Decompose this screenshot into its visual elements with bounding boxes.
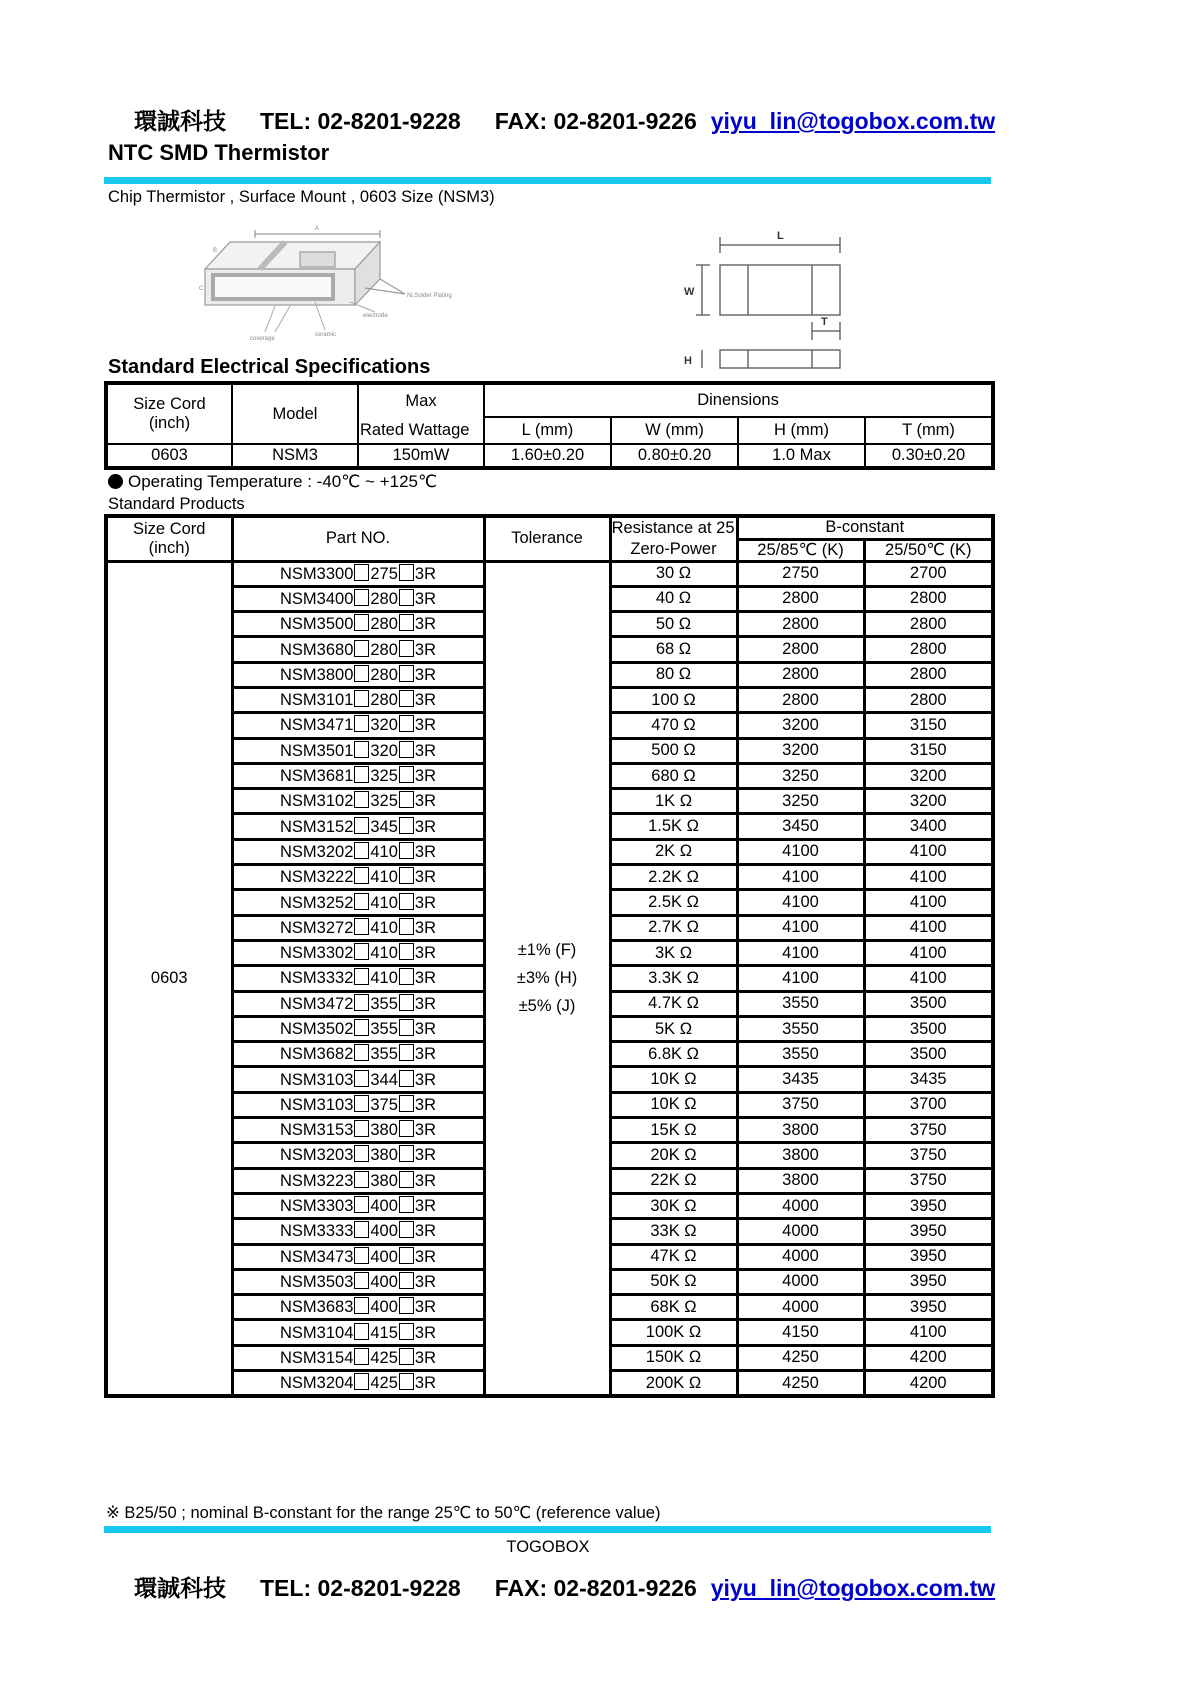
placeholder-box-icon <box>354 1019 369 1036</box>
placeholder-box-icon <box>399 994 414 1011</box>
spec-header-t: T (mm) <box>865 417 993 444</box>
resistance-cell: 2.2K Ω <box>610 865 737 890</box>
chip-outline-diagram <box>680 225 850 375</box>
b-constant-85-cell: 4000 <box>737 1269 864 1294</box>
placeholder-box-icon <box>399 1247 414 1264</box>
part-number-cell: NSM3303 400 3R <box>232 1193 484 1218</box>
placeholder-box-icon <box>399 1323 414 1340</box>
b-constant-85-cell: 2800 <box>737 662 864 687</box>
resistance-cell: 1.5K Ω <box>610 814 737 839</box>
products-heading: Standard Products <box>108 495 245 513</box>
placeholder-box-icon <box>354 665 369 682</box>
tolerance-option: ±5% (J) <box>518 997 576 1016</box>
placeholder-box-icon <box>399 1120 414 1137</box>
footer-fax-number: FAX: 02-8201-9226 <box>494 1575 697 1601</box>
part-number-cell: NSM3472 355 3R <box>232 991 484 1016</box>
part-number-cell: NSM3102 325 3R <box>232 789 484 814</box>
size-cell: 0603 <box>106 561 232 1396</box>
label-c: C <box>199 286 204 292</box>
resistance-cell: 33K Ω <box>610 1219 737 1244</box>
placeholder-box-icon <box>354 1348 369 1365</box>
placeholder-box-icon <box>354 589 369 606</box>
b-constant-50-cell: 3950 <box>864 1193 993 1218</box>
resistance-cell: 80 Ω <box>610 662 737 687</box>
b-constant-85-cell: 3450 <box>737 814 864 839</box>
resistance-cell: 30K Ω <box>610 1193 737 1218</box>
spec-w: 0.80±0.20 <box>611 444 738 468</box>
header-contact <box>134 103 995 136</box>
b-constant-85-cell: 3800 <box>737 1168 864 1193</box>
label-ni-solder: Ni,Solder Plating <box>407 293 452 299</box>
b-constant-85-cell: 3550 <box>737 991 864 1016</box>
spec-table <box>104 381 995 470</box>
part-number-cell: NSM3101 280 3R <box>232 687 484 712</box>
b-constant-50-cell: 2800 <box>864 662 993 687</box>
resistance-cell: 2.7K Ω <box>610 915 737 940</box>
table-row <box>106 561 993 586</box>
b-constant-50-cell: 2700 <box>864 561 993 586</box>
placeholder-box-icon <box>399 1221 414 1238</box>
placeholder-box-icon <box>354 1145 369 1162</box>
b-constant-50-cell: 4100 <box>864 890 993 915</box>
b-constant-50-cell: 3950 <box>864 1219 993 1244</box>
b-constant-85-cell: 4000 <box>737 1193 864 1218</box>
placeholder-box-icon <box>399 1297 414 1314</box>
b-constant-85-cell: 3200 <box>737 738 864 763</box>
placeholder-box-icon <box>354 1070 369 1087</box>
placeholder-box-icon <box>399 893 414 910</box>
placeholder-box-icon <box>354 564 369 581</box>
prod-header-zero-power: Zero-Power <box>610 539 737 561</box>
label-a: A <box>315 226 320 232</box>
part-number-cell: NSM3503 400 3R <box>232 1269 484 1294</box>
spec-h: 1.0 Max <box>738 444 865 468</box>
b-constant-85-cell: 2800 <box>737 612 864 637</box>
part-number-cell: NSM3153 380 3R <box>232 1118 484 1143</box>
resistance-cell: 6.8K Ω <box>610 1042 737 1067</box>
operating-temperature: Operating Temperature : -40℃ ~ +125℃ <box>108 472 437 492</box>
part-number-cell: NSM3501 320 3R <box>232 738 484 763</box>
part-number-cell: NSM3681 325 3R <box>232 763 484 788</box>
spec-model: NSM3 <box>232 444 358 468</box>
resistance-cell: 100K Ω <box>610 1320 737 1345</box>
spec-header-size: Size Cord (inch) <box>106 383 232 444</box>
placeholder-box-icon <box>354 1247 369 1264</box>
b-constant-85-cell: 3250 <box>737 789 864 814</box>
phone-number: TEL: 02-8201-9228 <box>260 108 461 134</box>
part-number-cell: NSM3104 415 3R <box>232 1320 484 1345</box>
b-constant-50-cell: 3500 <box>864 1016 993 1041</box>
b-constant-85-cell: 3200 <box>737 713 864 738</box>
b-constant-50-cell: 4200 <box>864 1345 993 1370</box>
chip-perspective-diagram <box>199 222 495 347</box>
placeholder-box-icon <box>399 1070 414 1087</box>
placeholder-box-icon <box>399 1196 414 1213</box>
b-constant-85-cell: 4100 <box>737 940 864 965</box>
part-number-cell: NSM3103 375 3R <box>232 1092 484 1117</box>
part-number-cell: NSM3682 355 3R <box>232 1042 484 1067</box>
b-constant-50-cell: 4100 <box>864 940 993 965</box>
tolerance-cell <box>484 561 610 1396</box>
resistance-cell: 20K Ω <box>610 1143 737 1168</box>
placeholder-box-icon <box>399 589 414 606</box>
resistance-cell: 50K Ω <box>610 1269 737 1294</box>
placeholder-box-icon <box>354 640 369 657</box>
b-constant-85-cell: 4100 <box>737 966 864 991</box>
resistance-cell: 2.5K Ω <box>610 890 737 915</box>
b-constant-50-cell: 2800 <box>864 612 993 637</box>
b-constant-50-cell: 4100 <box>864 865 993 890</box>
placeholder-box-icon <box>354 741 369 758</box>
placeholder-box-icon <box>399 842 414 859</box>
spec-heading: Standard Electrical Specifications <box>108 356 431 378</box>
bullet-icon <box>108 474 123 489</box>
prod-header-part: Part NO. <box>232 516 484 561</box>
part-number-cell: NSM3300 275 3R <box>232 561 484 586</box>
b-constant-50-cell: 3750 <box>864 1118 993 1143</box>
email-link[interactable]: yiyu_lin@togobox.com.tw <box>710 108 996 134</box>
placeholder-box-icon <box>399 766 414 783</box>
b-constant-50-cell: 4100 <box>864 839 993 864</box>
placeholder-box-icon <box>399 1044 414 1061</box>
b-constant-85-cell: 4100 <box>737 865 864 890</box>
resistance-cell: 4.7K Ω <box>610 991 737 1016</box>
footnote: ※ B25/50 ; nominal B-constant for the range 25℃ to 50℃ (reference value) <box>106 1504 661 1522</box>
part-number-cell: NSM3473 400 3R <box>232 1244 484 1269</box>
b-constant-85-cell: 3550 <box>737 1016 864 1041</box>
b-constant-85-cell: 4150 <box>737 1320 864 1345</box>
b-constant-50-cell: 2800 <box>864 637 993 662</box>
placeholder-box-icon <box>399 943 414 960</box>
placeholder-box-icon <box>399 1095 414 1112</box>
placeholder-box-icon <box>399 741 414 758</box>
resistance-cell: 10K Ω <box>610 1067 737 1092</box>
placeholder-box-icon <box>354 994 369 1011</box>
placeholder-box-icon <box>354 943 369 960</box>
placeholder-box-icon <box>399 690 414 707</box>
part-number-cell: NSM3500 280 3R <box>232 612 484 637</box>
b-constant-85-cell: 2750 <box>737 561 864 586</box>
b-constant-85-cell: 4250 <box>737 1345 864 1370</box>
resistance-cell: 10K Ω <box>610 1092 737 1117</box>
label-t: T <box>821 316 828 328</box>
part-number-cell: NSM3400 280 3R <box>232 586 484 611</box>
resistance-cell: 150K Ω <box>610 1345 737 1370</box>
placeholder-box-icon <box>399 614 414 631</box>
b-constant-50-cell: 3150 <box>864 713 993 738</box>
b-constant-85-cell: 3800 <box>737 1118 864 1143</box>
b-constant-85-cell: 3750 <box>737 1092 864 1117</box>
placeholder-box-icon <box>399 564 414 581</box>
spec-header-dimensions: Dinensions <box>484 383 993 417</box>
part-number-cell: NSM3203 380 3R <box>232 1143 484 1168</box>
placeholder-box-icon <box>354 1323 369 1340</box>
b-constant-50-cell: 2800 <box>864 687 993 712</box>
part-number-cell: NSM3152 345 3R <box>232 814 484 839</box>
b-constant-85-cell: 2800 <box>737 687 864 712</box>
b-constant-50-cell: 4100 <box>864 915 993 940</box>
resistance-cell: 22K Ω <box>610 1168 737 1193</box>
part-number-cell: NSM3204 425 3R <box>232 1371 484 1397</box>
placeholder-box-icon <box>399 1272 414 1289</box>
header-divider <box>104 177 991 184</box>
placeholder-box-icon <box>399 1145 414 1162</box>
footer-phone-number: TEL: 02-8201-9228 <box>260 1575 461 1601</box>
b-constant-85-cell: 4000 <box>737 1244 864 1269</box>
placeholder-box-icon <box>354 1095 369 1112</box>
placeholder-box-icon <box>399 1019 414 1036</box>
products-table <box>104 514 995 1398</box>
b-constant-50-cell: 3950 <box>864 1295 993 1320</box>
prod-header-resistance: Resistance at 25 <box>610 516 737 539</box>
placeholder-box-icon <box>354 918 369 935</box>
prod-header-tolerance: Tolerance <box>484 516 610 561</box>
spec-l: 1.60±0.20 <box>484 444 611 468</box>
spec-size: 0603 <box>106 444 232 468</box>
placeholder-box-icon <box>354 867 369 884</box>
placeholder-box-icon <box>354 1373 369 1390</box>
placeholder-box-icon <box>354 1297 369 1314</box>
tolerance-option: ±3% (H) <box>516 969 578 988</box>
placeholder-box-icon <box>399 968 414 985</box>
part-number-cell: NSM3222 410 3R <box>232 865 484 890</box>
page-title: NTC SMD Thermistor <box>108 140 330 165</box>
resistance-cell: 2K Ω <box>610 839 737 864</box>
resistance-cell: 68K Ω <box>610 1295 737 1320</box>
b-constant-50-cell: 3400 <box>864 814 993 839</box>
resistance-cell: 5K Ω <box>610 1016 737 1041</box>
label-b: B <box>213 248 218 254</box>
b-constant-50-cell: 3200 <box>864 763 993 788</box>
resistance-cell: 200K Ω <box>610 1371 737 1397</box>
b-constant-50-cell: 3500 <box>864 1042 993 1067</box>
b-constant-50-cell: 3950 <box>864 1269 993 1294</box>
placeholder-box-icon <box>354 791 369 808</box>
b-constant-85-cell: 4100 <box>737 890 864 915</box>
b-constant-50-cell: 3750 <box>864 1168 993 1193</box>
footer-brand: TOGOBOX <box>506 1538 590 1556</box>
resistance-cell: 50 Ω <box>610 612 737 637</box>
b-constant-50-cell: 4200 <box>864 1371 993 1397</box>
resistance-cell: 470 Ω <box>610 713 737 738</box>
prod-header-bconstant: B-constant <box>737 516 993 539</box>
spec-header-h: H (mm) <box>738 417 865 444</box>
spec-header-w: W (mm) <box>611 417 738 444</box>
b-constant-50-cell: 3150 <box>864 738 993 763</box>
placeholder-box-icon <box>354 1171 369 1188</box>
placeholder-box-icon <box>399 665 414 682</box>
resistance-cell: 680 Ω <box>610 763 737 788</box>
company-name: 環誠科技 <box>134 109 226 135</box>
b-constant-85-cell: 4000 <box>737 1295 864 1320</box>
b-constant-85-cell: 3435 <box>737 1067 864 1092</box>
label-ceramic: ceramic <box>315 332 337 338</box>
tolerance-option: ±1% (F) <box>517 941 577 960</box>
part-number-cell: NSM3252 410 3R <box>232 890 484 915</box>
resistance-cell: 500 Ω <box>610 738 737 763</box>
part-number-cell: NSM3333 400 3R <box>232 1219 484 1244</box>
b-constant-85-cell: 2800 <box>737 637 864 662</box>
b-constant-50-cell: 4100 <box>864 1320 993 1345</box>
placeholder-box-icon <box>399 867 414 884</box>
placeholder-box-icon <box>399 791 414 808</box>
part-number-cell: NSM3154 425 3R <box>232 1345 484 1370</box>
spec-wattage: 150mW <box>358 444 484 468</box>
prod-header-b85: 25/85℃ (K) <box>737 539 864 561</box>
placeholder-box-icon <box>354 1044 369 1061</box>
placeholder-box-icon <box>354 690 369 707</box>
placeholder-box-icon <box>354 614 369 631</box>
part-number-cell: NSM3103 344 3R <box>232 1067 484 1092</box>
b-constant-85-cell: 4100 <box>737 915 864 940</box>
placeholder-box-icon <box>399 918 414 935</box>
resistance-cell: 40 Ω <box>610 586 737 611</box>
placeholder-box-icon <box>354 1221 369 1238</box>
placeholder-box-icon <box>354 766 369 783</box>
resistance-cell: 15K Ω <box>610 1118 737 1143</box>
footer-contact <box>134 1570 995 1603</box>
footer-company-name: 環誠科技 <box>134 1576 226 1602</box>
placeholder-box-icon <box>354 1272 369 1289</box>
b-constant-50-cell: 2800 <box>864 586 993 611</box>
footer-email-link[interactable]: yiyu_lin@togobox.com.tw <box>710 1575 996 1601</box>
b-constant-50-cell: 3200 <box>864 789 993 814</box>
part-number-cell: NSM3680 280 3R <box>232 637 484 662</box>
part-number-cell: NSM3332 410 3R <box>232 966 484 991</box>
prod-header-size: Size Cord (inch) <box>106 516 232 561</box>
b-constant-85-cell: 4250 <box>737 1371 864 1397</box>
fax-number: FAX: 02-8201-9226 <box>494 108 697 134</box>
spec-t: 0.30±0.20 <box>865 444 993 468</box>
b-constant-85-cell: 4000 <box>737 1219 864 1244</box>
b-constant-50-cell: 4100 <box>864 966 993 991</box>
placeholder-box-icon <box>354 893 369 910</box>
label-w: W <box>684 286 695 298</box>
b-constant-50-cell: 3750 <box>864 1143 993 1168</box>
part-number-cell: NSM3272 410 3R <box>232 915 484 940</box>
part-number-cell: NSM3683 400 3R <box>232 1295 484 1320</box>
placeholder-box-icon <box>399 1373 414 1390</box>
part-number-cell: NSM3502 355 3R <box>232 1016 484 1041</box>
b-constant-50-cell: 3950 <box>864 1244 993 1269</box>
resistance-cell: 3K Ω <box>610 940 737 965</box>
placeholder-box-icon <box>354 1196 369 1213</box>
spec-row <box>106 444 993 468</box>
resistance-cell: 68 Ω <box>610 637 737 662</box>
placeholder-box-icon <box>354 817 369 834</box>
placeholder-box-icon <box>399 1171 414 1188</box>
b-constant-50-cell: 3435 <box>864 1067 993 1092</box>
prod-header-b50: 25/50℃ (K) <box>864 539 993 561</box>
part-number-cell: NSM3202 410 3R <box>232 839 484 864</box>
footer-divider <box>104 1526 991 1533</box>
part-number-cell: NSM3302 410 3R <box>232 940 484 965</box>
spec-header-wattage: Rated Wattage <box>358 417 484 444</box>
b-constant-85-cell: 3250 <box>737 763 864 788</box>
placeholder-box-icon <box>399 715 414 732</box>
label-coverage: coverage <box>250 336 275 342</box>
placeholder-box-icon <box>354 842 369 859</box>
resistance-cell: 100 Ω <box>610 687 737 712</box>
b-constant-85-cell: 3550 <box>737 1042 864 1067</box>
placeholder-box-icon <box>354 715 369 732</box>
part-number-cell: NSM3471 320 3R <box>232 713 484 738</box>
b-constant-85-cell: 2800 <box>737 586 864 611</box>
resistance-cell: 1K Ω <box>610 789 737 814</box>
page-subtitle: Chip Thermistor , Surface Mount , 0603 Size (NSM3) <box>108 188 495 206</box>
resistance-cell: 30 Ω <box>610 561 737 586</box>
b-constant-85-cell: 4100 <box>737 839 864 864</box>
spec-header-l: L (mm) <box>484 417 611 444</box>
label-h: H <box>684 355 692 367</box>
label-l: L <box>777 230 784 242</box>
placeholder-box-icon <box>399 640 414 657</box>
resistance-cell: 47K Ω <box>610 1244 737 1269</box>
placeholder-box-icon <box>399 1348 414 1365</box>
placeholder-box-icon <box>399 817 414 834</box>
b-constant-85-cell: 3800 <box>737 1143 864 1168</box>
resistance-cell: 3.3K Ω <box>610 966 737 991</box>
part-number-cell: NSM3800 280 3R <box>232 662 484 687</box>
b-constant-50-cell: 3500 <box>864 991 993 1016</box>
placeholder-box-icon <box>354 1120 369 1137</box>
b-constant-50-cell: 3700 <box>864 1092 993 1117</box>
placeholder-box-icon <box>354 968 369 985</box>
spec-header-model: Model <box>232 383 358 444</box>
spec-header-max: Max <box>358 383 484 417</box>
label-electrode: electrode <box>363 313 388 319</box>
part-number-cell: NSM3223 380 3R <box>232 1168 484 1193</box>
